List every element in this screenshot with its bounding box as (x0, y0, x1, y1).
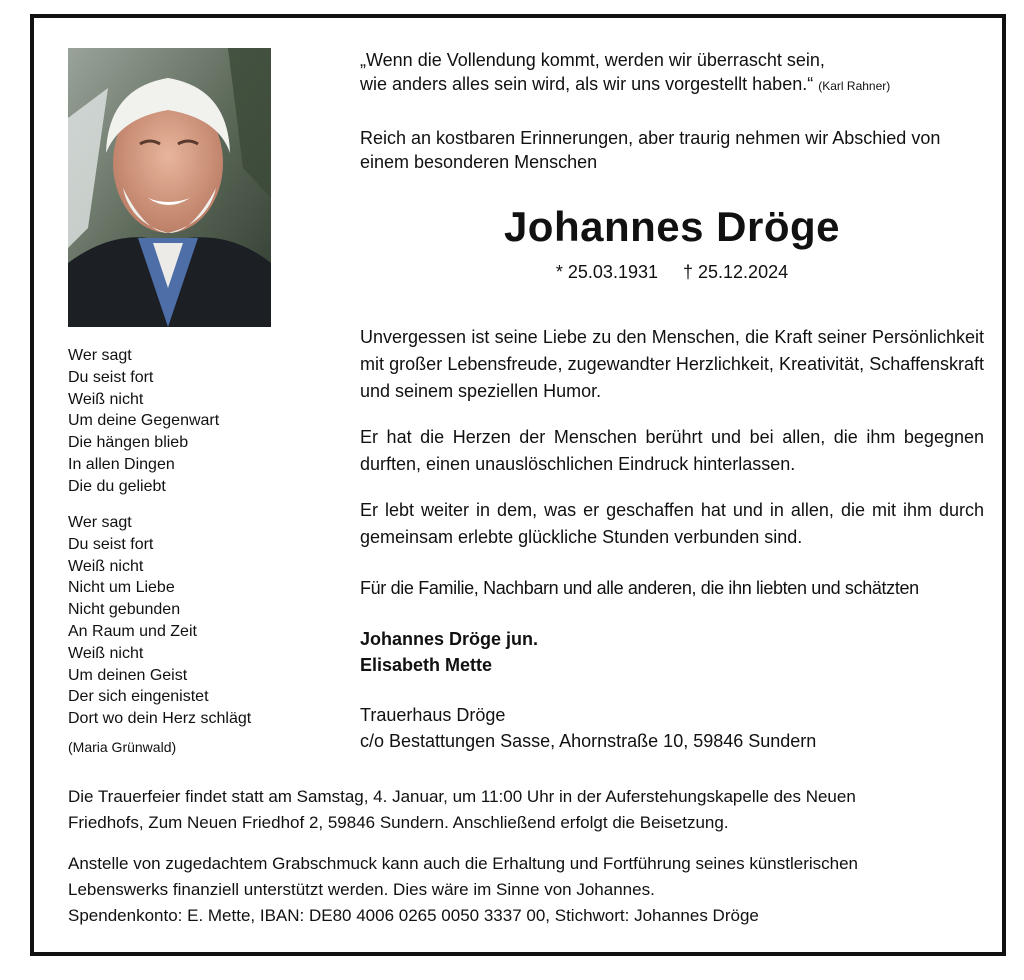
address-line: c/o Bestattungen Sasse, Ahornstraße 10, 59846 Sundern (360, 731, 817, 751)
quote-line-2-text: wie anders alles sein wird, als wir uns vorgestellt haben.“ (360, 74, 814, 94)
poem-line: Nicht gebunden (68, 601, 181, 619)
tribute-paragraph-3: Er lebt weiter in dem, was er geschaffen hat und in allen, die mit ihm durch gemeinsam erlebte glückliche Stunden verbunden sind. (360, 500, 984, 547)
poem-line: Du seist fort (68, 368, 154, 386)
birth-date: * 25.03.1931 (555, 262, 658, 282)
poem-line: Die du geliebt (68, 477, 166, 495)
signers (360, 626, 984, 678)
poem-line: Dort wo dein Herz schlägt (68, 710, 252, 728)
mourning-address (360, 702, 984, 754)
ceremony-info (68, 784, 988, 836)
ceremony-line: Die Trauerfeier findet statt am Samstag, 4. Januar, um 11:00 Uhr in der Auferstehungskapelle des Neuen (68, 787, 856, 806)
poem-line: Weiß nicht (68, 644, 144, 662)
poem-line: An Raum und Zeit (68, 622, 197, 640)
poem-line: Um deinen Geist (68, 666, 188, 684)
poem-line: Wer sagt (68, 514, 132, 531)
poem-line: Um deine Gegenwart (68, 412, 220, 430)
poem-line: Die hängen blieb (68, 434, 189, 452)
deceased-name: Johannes Dröge (503, 203, 841, 250)
signer-name: Elisabeth Mette (360, 655, 493, 675)
signer-name: Johannes Dröge jun. (360, 629, 539, 649)
address-line: Trauerhaus Dröge (360, 705, 506, 725)
quote-line-1: „Wenn die Vollendung kommt, werden wir überrascht sein, (360, 50, 825, 70)
tribute-paragraph-2: Er hat die Herzen der Menschen berührt und bei allen, die ihm begegnen durften, einen unauslöschlichen Eindruck hinterlassen. (360, 427, 984, 474)
poem-line: Du seist fort (68, 535, 154, 553)
life-dates (360, 262, 984, 283)
intro-text: Reich an kostbaren Erinnerungen, aber traurig nehmen wir Abschied von einem besonderen Menschen (360, 128, 941, 172)
poem-line: Weiß nicht (68, 557, 144, 575)
family-line: Für die Familie, Nachbarn und alle anderen, die ihn liebten und schätzten (360, 578, 919, 598)
death-date: † 25.12.2024 (683, 262, 789, 282)
poem-stanza-2 (68, 512, 308, 730)
poem-line: Wer sagt (68, 347, 132, 364)
donation-line: Spendenkonto: E. Mette, IBAN: DE80 4006 0265 0050 3337 00, Stichwort: Johannes Dröge (68, 906, 759, 925)
donation-info (68, 851, 988, 929)
quote-line-2 (360, 72, 984, 98)
donation-line: Lebenswerks finanziell unterstützt werden. Dies wäre im Sinne von Johannes. (68, 880, 655, 899)
poem-line: Weiß nicht (68, 390, 144, 408)
portrait-illustration (68, 48, 271, 327)
obituary-card (30, 14, 1006, 956)
portrait-photo (68, 48, 271, 327)
poem-line: Der sich eingenistet (68, 688, 209, 706)
poem-line: Nicht um Liebe (68, 579, 175, 597)
ceremony-line: Friedhofs, Zum Neuen Friedhof 2, 59846 Sundern. Anschließend erfolgt die Beisetzung. (68, 813, 729, 832)
poem-stanza-1 (68, 345, 308, 498)
quote-author: (Karl Rahner) (818, 79, 891, 93)
poem-line: In allen Dingen (68, 455, 175, 473)
quote-block (360, 48, 984, 98)
tribute-paragraph-1: Unvergessen ist seine Liebe zu den Menschen, die Kraft seiner Persönlichkeit mit großer Lebensfreude, zugewandter Herzlichkeit, Kreativität, Schaffenskraft und seinem speziellen Humor. (360, 327, 984, 401)
poem-author: (Maria Grünwald) (68, 739, 177, 755)
donation-line: Anstelle von zugedachtem Grabschmuck kann auch die Erhaltung und Fortführung seines künstlerischen (68, 854, 859, 873)
